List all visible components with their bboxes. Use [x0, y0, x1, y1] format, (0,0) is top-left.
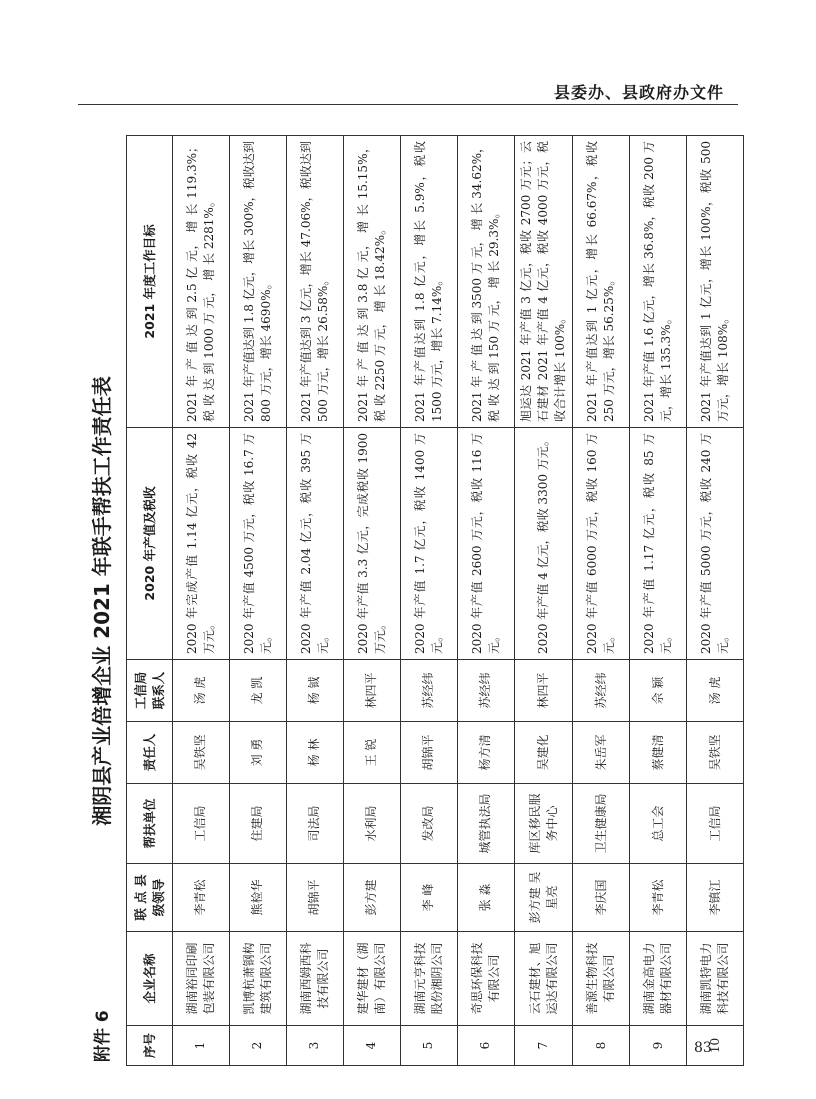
- cell-no: 9: [630, 1026, 687, 1066]
- cell-value2020: 2020 年产值 1.7 亿元，税收 1400 万元。: [401, 428, 458, 660]
- table-row: [230, 136, 287, 1066]
- cell-value2020: 2020 年产值 5000 万元，税收 240 万元。: [687, 428, 744, 660]
- col-header-no: 序号: [127, 1026, 173, 1066]
- cell-leader: 李青松: [173, 864, 230, 932]
- cell-leader: 胡锦平: [287, 864, 344, 932]
- cell-goal2021: 2021 年 产 值 达 到 3500 万 元， 增 长 34.62%， 税 收 达 到 150 万 元， 增 长 29.3%。: [458, 136, 515, 428]
- cell-leader: 彭方建 吴星亮: [515, 864, 573, 932]
- table-row: [344, 136, 401, 1066]
- cell-unit: 水利局: [344, 784, 401, 864]
- cell-leader: 李 峰: [401, 864, 458, 932]
- cell-company: 凯博杭萧钢构建筑有限公司: [230, 932, 287, 1026]
- cell-contact: 佘 颖: [630, 660, 687, 722]
- cell-leader: 李庆国: [573, 864, 630, 932]
- table-row: [173, 136, 230, 1066]
- cell-no: 5: [401, 1026, 458, 1066]
- cell-value2020: 2020 年产值 3.3 亿元，完成税收 1900 万元。: [344, 428, 401, 660]
- cell-contact: 汤 虎: [687, 660, 744, 722]
- cell-leader: 张 淼: [458, 864, 515, 932]
- cell-no: 7: [515, 1026, 573, 1066]
- cell-unit: 发改局: [401, 784, 458, 864]
- cell-company: 奇思环保科技有限公司: [458, 932, 515, 1026]
- header-rule: [78, 104, 738, 105]
- cell-responsible: 胡锦平: [401, 722, 458, 784]
- cell-contact: 林四平: [344, 660, 401, 722]
- cell-responsible: 吴铁坚: [173, 722, 230, 784]
- col-header-contact: 工信局 联系人: [127, 660, 173, 722]
- cell-leader: 彭方建: [344, 864, 401, 932]
- cell-goal2021: 2021 年产值达到 1 亿元，增长 100%，税收 500 万元，增长 108%。: [687, 136, 744, 428]
- cell-goal2021: 旭运达 2021 年产值 3 亿元，税收 2700 万元；云石建材 2021 年产值 4 亿元，税收 4000 万元，税收合计增长 100%。: [515, 136, 573, 428]
- cell-value2020: 2020 年产值 2600 万元，税收 116 万元。: [458, 428, 515, 660]
- cell-responsible: 刘 勇: [230, 722, 287, 784]
- table-row: [573, 136, 630, 1066]
- cell-value2020: 2020 年产值 4 亿元，税收 3300 万元。: [515, 428, 573, 660]
- cell-company: 云石建材、旭运达有限公司: [515, 932, 573, 1026]
- cell-unit: 住建局: [230, 784, 287, 864]
- cell-goal2021: 2021 年产值达到 3 亿元，增长 47.06%，税收达到 500 万元，增长 26.58%。: [287, 136, 344, 428]
- cell-contact: 龙 凯: [230, 660, 287, 722]
- cell-responsible: 朱岳军: [573, 722, 630, 784]
- col-header-goal2021: 2021 年度工作目标: [127, 136, 173, 428]
- col-header-unit: 帮扶单位: [127, 784, 173, 864]
- cell-responsible: 蔡健清: [630, 722, 687, 784]
- cell-unit: 司法局: [287, 784, 344, 864]
- table-row: [630, 136, 687, 1066]
- cell-no: 10: [687, 1026, 744, 1066]
- cell-responsible: 王 锐: [344, 722, 401, 784]
- cell-goal2021: 2021 年 产 值 达 到 2.5 亿 元， 增 长 119.3%； 税 收 达 到 1000 万 元， 增 长 2281%。: [173, 136, 230, 428]
- cell-unit: 工信局: [687, 784, 744, 864]
- cell-goal2021: 2021 年产值 1.6 亿元，增长 36.8%，税收 200 万元，增长 135.3%。: [630, 136, 687, 428]
- cell-goal2021: 2021 年产值达到 1 亿元，增长 66.67%，税收 250 万元，增长 56.25%。: [573, 136, 630, 428]
- cell-leader: 李镇江: [687, 864, 744, 932]
- table-row: [515, 136, 573, 1066]
- cell-contact: 苏经纬: [458, 660, 515, 722]
- cell-leader: 李青松: [630, 864, 687, 932]
- table-row: [687, 136, 744, 1066]
- cell-company: 湖南金高电力器材有限公司: [630, 932, 687, 1026]
- cell-responsible: 杨 林: [287, 722, 344, 784]
- cell-unit: 工信局: [173, 784, 230, 864]
- cell-no: 6: [458, 1026, 515, 1066]
- cell-unit: 卫生健康局: [573, 784, 630, 864]
- cell-value2020: 2020 年产值 6000 万元，税收 160 万元。: [573, 428, 630, 660]
- cell-responsible: 吴铁坚: [687, 722, 744, 784]
- col-header-value2020: 2020 年产值及税收: [127, 428, 173, 660]
- cell-responsible: 杨方清: [458, 722, 515, 784]
- table-row: [401, 136, 458, 1066]
- col-header-company: 企业名称: [127, 932, 173, 1026]
- cell-value2020: 2020 年产值 2.04 亿元，税收 395 万元。: [287, 428, 344, 660]
- cell-goal2021: 2021 年 产 值 达 到 3.8 亿 元， 增 长 15.15%， 税 收 2250 万 元， 增 长 18.42%。: [344, 136, 401, 428]
- cell-company: 湖南裕同印刷包装有限公司: [173, 932, 230, 1026]
- cell-unit: 总工会: [630, 784, 687, 864]
- table-header-row: [127, 136, 173, 1066]
- cell-value2020: 2020 年完成产值 1.14 亿元，税收 42 万元。: [173, 428, 230, 660]
- annex-label: 附件 6: [93, 1010, 113, 1062]
- cell-contact: 苏经纬: [401, 660, 458, 722]
- cell-contact: 汤 虎: [173, 660, 230, 722]
- cell-contact: 杨 钺: [287, 660, 344, 722]
- header-title: 县委办、县政府办文件: [553, 83, 724, 102]
- page-number: 83: [694, 1040, 712, 1056]
- col-header-responsible: 责任人: [127, 722, 173, 784]
- cell-no: 8: [573, 1026, 630, 1066]
- cell-leader: 熊检华: [230, 864, 287, 932]
- cell-no: 2: [230, 1026, 287, 1066]
- cell-unit: 城管执法局: [458, 784, 515, 864]
- cell-company: 建华建材（湖南）有限公司: [344, 932, 401, 1026]
- cell-company: 善源生物科技有限公司: [573, 932, 630, 1026]
- cell-contact: 林四平: [515, 660, 573, 722]
- cell-goal2021: 2021 年产值达到 1.8 亿元，增长 5.9%，税收 1500 万元，增长 7.14%。: [401, 136, 458, 428]
- cell-no: 3: [287, 1026, 344, 1066]
- responsibility-table: [126, 135, 744, 1066]
- cell-value2020: 2020 年产值 4500 万元，税收 16.7 万元。: [230, 428, 287, 660]
- cell-company: 湖南凯特电力科技有限公司: [687, 932, 744, 1026]
- table-title: 湘阴县产业倍增企业 2021 年联手帮扶工作责任表: [90, 376, 114, 826]
- cell-responsible: 吴建化: [515, 722, 573, 784]
- cell-no: 4: [344, 1026, 401, 1066]
- cell-value2020: 2020 年产值 1.17 亿元，税收 85 万元。: [630, 428, 687, 660]
- cell-contact: 苏经纬: [573, 660, 630, 722]
- cell-goal2021: 2021 年产值达到 1.8 亿元，增长 300%，税收达到 800 万元，增长 4690%。: [230, 136, 287, 428]
- table-row: [287, 136, 344, 1066]
- cell-no: 1: [173, 1026, 230, 1066]
- cell-company: 湖南元亨科技股份湘阴公司: [401, 932, 458, 1026]
- cell-company: 湖南西姆西科技有限公司: [287, 932, 344, 1026]
- table-row: [458, 136, 515, 1066]
- col-header-leader: 联 点 县级领导: [127, 864, 173, 932]
- cell-unit: 库区移民服务中心: [515, 784, 573, 864]
